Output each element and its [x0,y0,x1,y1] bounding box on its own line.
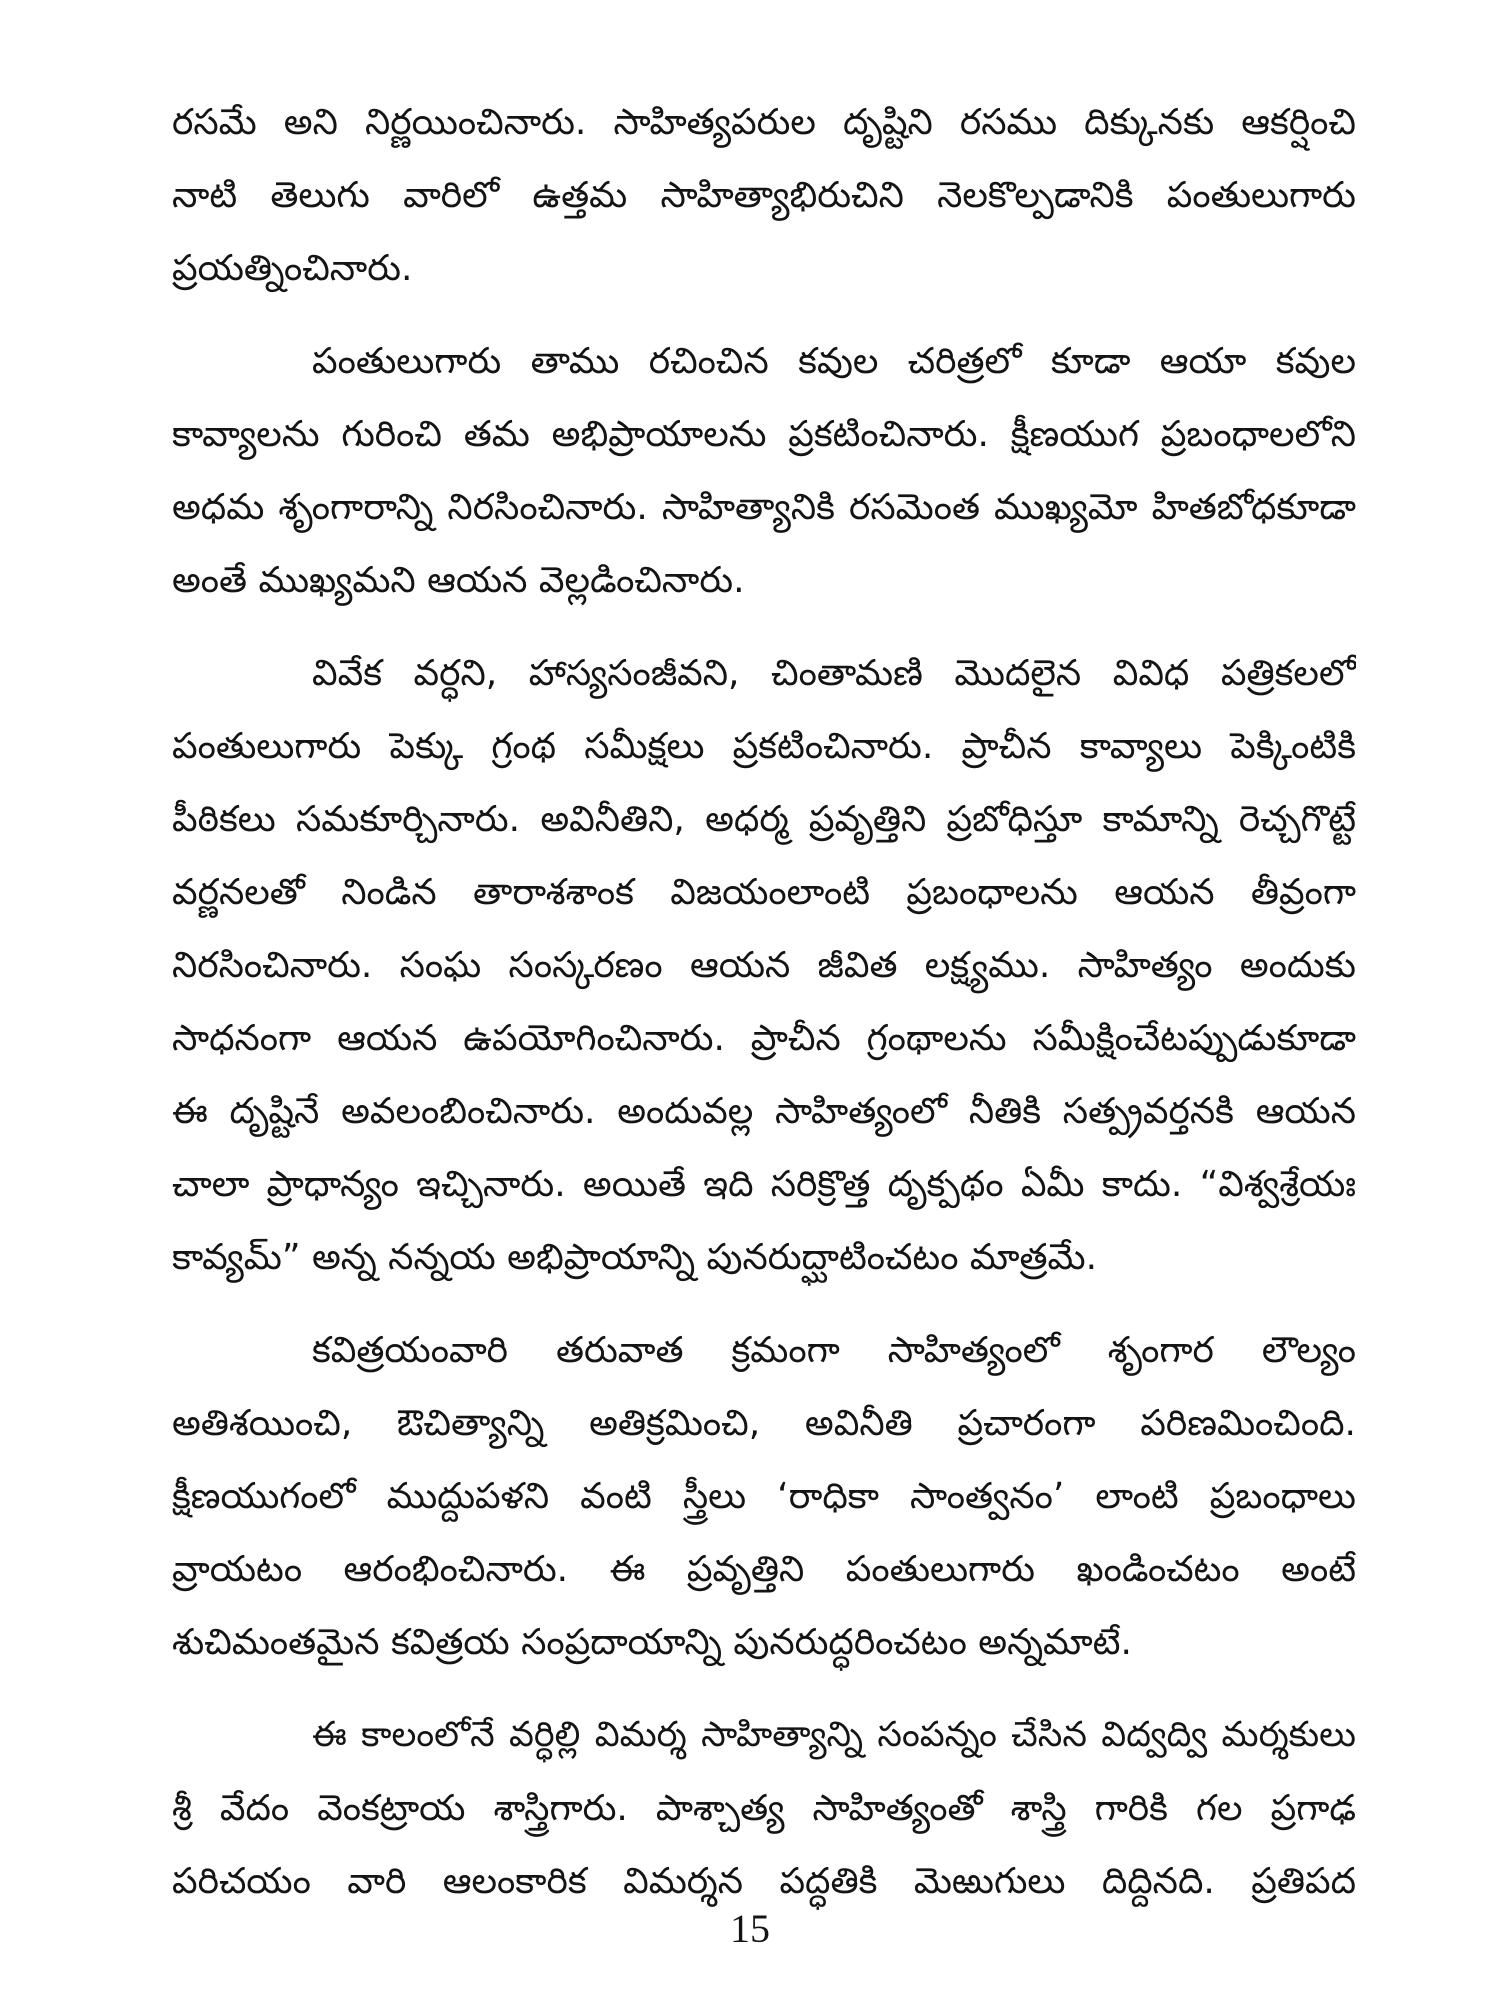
text-line: కావ్యాలను గురించి తమ అభిప్రాయాలను ప్రకటించినారు. క్షీణయుగ ప్రబంధాలలోని [172,414,1356,455]
text-line: పంతులుగారు తాము రచించిన కవుల చరిత్రలో కూడా ఆయా కవుల [312,341,1356,382]
text-line: కవిత్రయంవారి తరువాత క్రమంగా సాహిత్యంలో శృంగార లౌల్యం [312,1330,1356,1371]
text-line: వ్రాయటం ఆరంభించినారు. ఈ ప్రవృత్తిని పంతులుగారు ఖండించటం అంటే [172,1549,1356,1590]
text-line: క్షీణయుగంలో ముద్దుపళని వంటి స్త్రీలు ‘రాధికా సాంత్వనం’ లాంటి ప్రబంధాలు [172,1476,1356,1517]
paragraph-5 [172,1699,1356,1918]
text-line: వర్ణనలతో నిండిన తారాశశాంక విజయంలాంటి ప్రబంధాలను ఆయన తీవ్రంగా [172,872,1356,913]
text-line: అతిశయించి, ఔచిత్యాన్ని అతిక్రమించి, అవినీతి ప్రచారంగా పరిణమించింది. [172,1403,1356,1444]
paragraph-1 [172,86,1356,305]
text-line: సాధనంగా ఆయన ఉపయోగించినారు. ప్రాచీన గ్రంథాలను సమీక్షించేటప్పుడుకూడా [172,1018,1356,1059]
text-line: శ్రీ వేదం వెంకట్రాయ శాస్త్రిగారు. పాశ్చాత్య సాహిత్యంతో శాస్త్రి గారికి గల ప్రగాఢ [172,1788,1356,1829]
text-line: ప్రయత్నించినారు. [172,248,413,289]
text-line: అంతే ముఖ్యమని ఆయన వెల్లడించినారు. [172,560,745,601]
text-line: పంతులుగారు పెక్కు గ్రంథ సమీక్షలు ప్రకటించినారు. ప్రాచీన కావ్యాలు పెక్కింటికి [172,726,1356,767]
text-line: పరిచయం వారి ఆలంకారిక విమర్శన పద్ధతికి మెఱుగులు దిద్దినది. ప్రతిపద [172,1861,1356,1902]
text-line: ఈ కాలంలోనే వర్ధిల్లి విమర్శ సాహిత్యాన్ని సంపన్నం చేసిన విద్వద్వి మర్శకులు [312,1715,1356,1755]
paragraph-gap [172,1679,1356,1699]
text-line: నాటి తెలుగు వారిలో ఉత్తమ సాహిత్యాభిరుచిని నెలకొల్పడానికి పంతులుగారు [172,175,1356,216]
text-line: శుచిమంతమైన కవిత్రయ సంప్రదాయాన్ని పునరుద్ధరించటం అన్నమాటే. [172,1622,1132,1663]
paragraph-gap [172,305,1356,325]
text-line: ఈ దృష్టినే అవలంబించినారు. అందువల్ల సాహిత్యంలో నీతికి సత్ప్రవర్తనకి ఆయన [172,1091,1356,1132]
paragraph-2 [172,325,1356,617]
text-line: కావ్యమ్” అన్న నన్నయ అభిప్రాయాన్ని పునరుద్ఘాటించటం మాత్రమే. [172,1237,1098,1278]
text-line: అధమ శృంగారాన్ని నిరసించినారు. సాహిత్యానికి రసమెంత ముఖ్యమో హితబోధకూడా [172,487,1356,528]
text-line: వివేక వర్ధని, హాస్యసంజీవని, చింతామణి మొదలైన వివిధ పత్రికలలో [312,653,1356,694]
text-line: చాలా ప్రాధాన్యం ఇచ్చినారు. అయితే ఇది సరిక్రొత్త దృక్పథం ఏమీ కాదు. “విశ్వశ్రేయః [172,1164,1356,1205]
text-line: పీఠికలు సమకూర్చినారు. అవినీతిని, అధర్మ ప్రవృత్తిని ప్రబోధిస్తూ కామాన్ని రెచ్చగొట్టే [172,799,1356,840]
paragraph-gap [172,1294,1356,1314]
paragraph-4 [172,1314,1356,1679]
text-line: నిరసించినారు. సంఘ సంస్కరణం ఆయన జీవిత లక్ష్యము. సాహిత్యం అందుకు [172,945,1356,986]
body-text [172,86,1356,1918]
text-line: రసమే అని నిర్ణయించినారు. సాహిత్యపరుల దృష్టిని రసము దిక్కునకు ఆకర్షించి [172,102,1356,143]
paragraph-gap [172,617,1356,637]
page-number: 15 [730,1906,770,1951]
paragraph-3 [172,637,1356,1294]
